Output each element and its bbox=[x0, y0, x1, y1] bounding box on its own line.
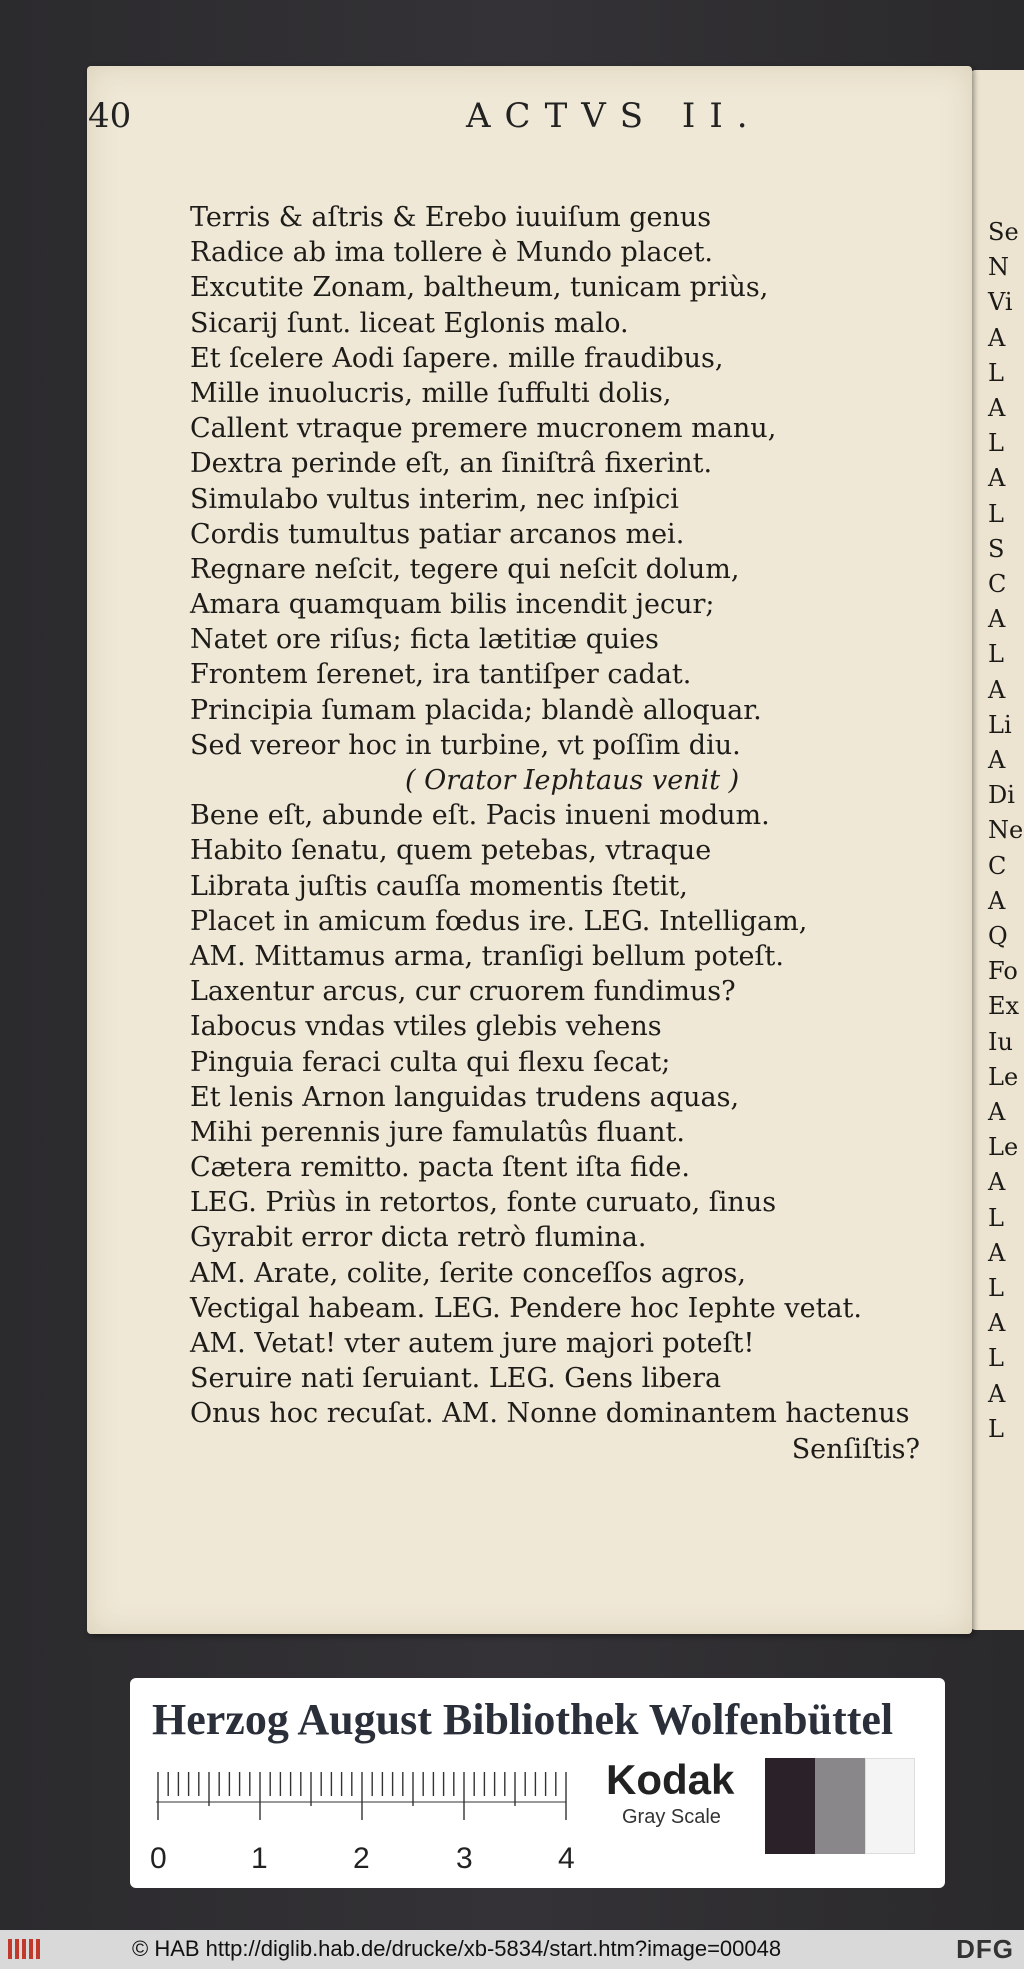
verse-line: Principia ſumam placida; blandè alloquar. bbox=[190, 694, 762, 726]
verse-line: Gyrabit error dicta retrò flumina. bbox=[190, 1222, 647, 1254]
verse-line: Simulabo vultus interim, nec inſpici bbox=[190, 483, 679, 515]
verse-line: Et lenis Arnon languidas trudens aquas, bbox=[190, 1081, 740, 1113]
verse-line: Placet in amicum fœdus ire. LEG. Intelligam, bbox=[190, 905, 808, 937]
facing-page-letter: A bbox=[988, 605, 1006, 634]
facing-page-letter: Vi bbox=[988, 288, 1013, 317]
facing-page-letter: L bbox=[988, 1274, 1004, 1302]
verse-text bbox=[190, 200, 940, 1467]
verse-line: Dextra perinde eſt, an ſiniſtrâ fixerint. bbox=[190, 448, 713, 480]
hab-logo-icon bbox=[6, 1935, 46, 1963]
facing-page-letter: L bbox=[988, 358, 1004, 387]
facing-page-letter: Li bbox=[988, 710, 1012, 739]
ruler-label-1: 1 bbox=[251, 1842, 268, 1875]
facing-page-letter: N bbox=[988, 253, 1009, 282]
facing-page-letter: A bbox=[988, 886, 1006, 915]
dfg-logo: DFG bbox=[956, 1934, 1014, 1964]
facing-page-letter: A bbox=[988, 394, 1006, 422]
facing-page-letter: S bbox=[988, 534, 1005, 563]
facing-page-letter: Q bbox=[988, 922, 1008, 950]
facing-page-letter: A bbox=[988, 1168, 1006, 1197]
facing-page-letter: A bbox=[988, 746, 1006, 774]
ruler-label-0: 0 bbox=[150, 1842, 167, 1875]
facing-page-letter: A bbox=[988, 464, 1006, 493]
verse-line: Bene eſt, abunde eſt. Pacis inueni modum. bbox=[190, 800, 770, 832]
facing-page-letter: A bbox=[988, 1238, 1006, 1267]
verse-line: LEG. Priùs in retortos, fonte curuato, ſinus bbox=[190, 1187, 777, 1219]
facing-page-letter: C bbox=[988, 851, 1007, 880]
ruler-label-2: 2 bbox=[353, 1842, 370, 1875]
facing-page-letter: Se bbox=[988, 218, 1019, 246]
verse-line: Librata juſtis cauſſa momentis ſtetit, bbox=[190, 870, 688, 902]
gray-swatch-light bbox=[865, 1758, 915, 1854]
facing-page-letter: L bbox=[988, 640, 1004, 669]
facing-page-letter: Iu bbox=[988, 1027, 1013, 1056]
gray-swatch-mid bbox=[815, 1758, 865, 1854]
verse-line: Sed vereor hoc in turbine, vt poſſim diu. bbox=[190, 729, 741, 761]
verse-line: Amara quamquam bilis incendit jecur; bbox=[190, 589, 715, 621]
facing-page-letter: A bbox=[988, 1309, 1006, 1338]
facing-page-letter: A bbox=[988, 323, 1006, 352]
facing-page-letter: C bbox=[988, 570, 1007, 598]
verse-line: Iabocus vndas vtiles glebis vehens bbox=[190, 1011, 662, 1043]
verse-line: Cætera remitto. pacta ſtent iſta fide. bbox=[190, 1152, 690, 1184]
stage-direction: ( Orator Iephtaus venit ) bbox=[405, 765, 740, 796]
gray-scale-label: Gray Scale bbox=[622, 1806, 721, 1828]
verse-line: Excutite Zonam, baltheum, tunicam priùs, bbox=[190, 272, 769, 304]
verse-line: Onus hoc recuſat. AM. Nonne dominantem hactenus bbox=[190, 1398, 910, 1430]
facing-page-letter: L bbox=[988, 1203, 1004, 1232]
verse-line: Et ſcelere Aodi ſapere. mille fraudibus, bbox=[190, 342, 724, 374]
verse-line: AM. Arate, colite, ſerite conceſſos agros, bbox=[190, 1257, 746, 1289]
facing-page-letter: Fo bbox=[988, 957, 1018, 986]
verse-line: Sicarij ſunt. liceat Eglonis malo. bbox=[190, 307, 629, 339]
verse-line: Seruire nati ſeruiant. LEG. Gens libera bbox=[190, 1363, 722, 1395]
library-color-card bbox=[130, 1678, 945, 1888]
gray-swatch-dark bbox=[765, 1758, 815, 1854]
facing-page-letter: A bbox=[988, 1098, 1006, 1126]
verse-line: Vectigal habeam. LEG. Pendere hoc Iephte vetat. bbox=[190, 1292, 862, 1324]
verse-line: Callent vtraque premere mucronem manu, bbox=[190, 413, 777, 445]
verse-line: Cordis tumultus patiar arcanos mei. bbox=[190, 518, 685, 550]
verse-line: Terris & aſtris & Erebo iuuiſum genus bbox=[190, 202, 712, 233]
facing-page-letter: L bbox=[988, 1344, 1004, 1373]
page-number: 40 bbox=[88, 96, 132, 136]
facing-page-letter: Le bbox=[988, 1062, 1019, 1091]
verse-line: Mille inuolucris, mille ſuffulti dolis, bbox=[190, 377, 672, 409]
facing-page-letter: L bbox=[988, 1414, 1004, 1443]
verse-line: Regnare neſcit, tegere qui neſcit dolum, bbox=[190, 553, 740, 585]
facing-page-letter: Ne bbox=[988, 816, 1024, 845]
facing-page-letter: Di bbox=[988, 781, 1015, 810]
ruler-ticks bbox=[156, 1768, 596, 1838]
facing-page-letter: L bbox=[988, 429, 1004, 458]
ruler-label-3: 3 bbox=[456, 1842, 473, 1875]
facing-page-edge bbox=[968, 70, 1024, 1630]
facing-page-letter: Ex bbox=[988, 992, 1020, 1021]
running-head: ACTVS II. bbox=[466, 96, 762, 136]
scale-ruler bbox=[150, 1768, 596, 1878]
facing-page-letter: L bbox=[988, 499, 1004, 528]
verse-line: Habito ſenatu, quem petebas, vtraque bbox=[190, 835, 712, 867]
catchword: Senſiſtis? bbox=[791, 1433, 920, 1465]
verse-line: Frontem ſerenet, ira tantiſper cadat. bbox=[190, 659, 692, 691]
verse-line: Natet ore riſus; ficta lætitiæ quies bbox=[190, 624, 659, 656]
verse-line: Mihi perennis jure famulatûs fluant. bbox=[190, 1116, 685, 1148]
library-name: Herzog August Bibliothek Wolfenbüttel bbox=[152, 1695, 894, 1744]
verse-line: AM. Vetat! vter autem jure majori poteſt! bbox=[190, 1328, 755, 1359]
facing-page-letter: A bbox=[988, 675, 1006, 704]
verse-line: AM. Mittamus arma, tranſigi bellum poteſt. bbox=[190, 940, 784, 972]
ruler-label-4: 4 bbox=[558, 1842, 575, 1875]
kodak-logo-text: Kodak bbox=[606, 1756, 735, 1803]
verse-line: Radice ab ima tollere è Mundo placet. bbox=[190, 237, 714, 269]
facing-page-letter: A bbox=[988, 1379, 1006, 1408]
verse-line: Laxentur arcus, cur cruorem fundimus? bbox=[190, 976, 736, 1008]
credit-link[interactable]: © HAB http://diglib.hab.de/drucke/xb-5834/start.htm?image=00048 bbox=[132, 1936, 782, 1961]
facing-page-letter: Le bbox=[988, 1133, 1019, 1162]
credit-bar bbox=[0, 1930, 1024, 1969]
verse-line: Pinguia feraci culta qui flexu ſecat; bbox=[190, 1046, 671, 1078]
